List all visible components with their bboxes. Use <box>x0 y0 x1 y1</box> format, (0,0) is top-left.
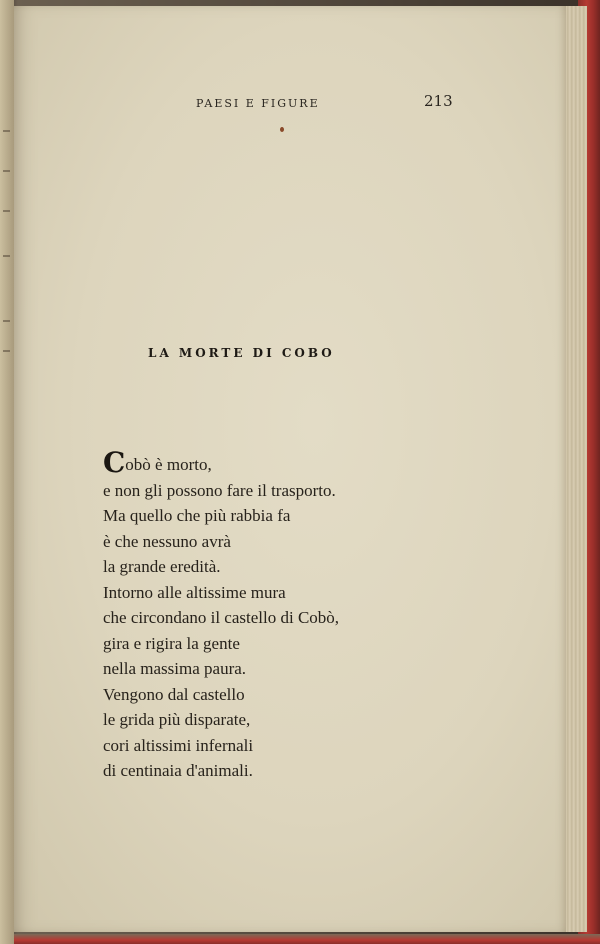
poem-line: la grande eredità. <box>103 557 221 576</box>
poem-line <box>103 446 533 479</box>
poem-title: LA MORTE DI COBO <box>148 346 335 360</box>
poem-body <box>103 446 533 784</box>
poem-line: Vengono dal castello <box>103 684 245 704</box>
running-head: PAESI E FIGURE <box>196 97 320 110</box>
ornament-dot-icon <box>280 127 284 132</box>
poem-line: le grida più disparate, <box>103 710 251 729</box>
poem-line: di centinaia d'animali. <box>103 761 253 780</box>
poem-first-line: obò è morto, <box>125 455 212 474</box>
page-header <box>0 92 600 116</box>
margin-marks <box>0 130 16 370</box>
poem-line: e non gli possono fare il trasporto. <box>103 480 336 500</box>
poem-line: Ma quello che più rabbia fa <box>103 506 291 525</box>
poem-line: che circondano il castello di Cobò, <box>103 608 340 627</box>
drop-cap: C <box>103 446 126 479</box>
poem-line: Intorno alle altissime mura <box>103 582 286 602</box>
page-number: 213 <box>424 92 453 110</box>
poem-line: nella massima paura. <box>103 659 247 678</box>
poem-line: cori altissimi infernali <box>103 735 254 755</box>
poem-line: gira e rigira la gente <box>103 633 240 653</box>
book-cover-bottom <box>0 934 600 944</box>
poem-line: è che nessuno avrà <box>103 531 231 551</box>
